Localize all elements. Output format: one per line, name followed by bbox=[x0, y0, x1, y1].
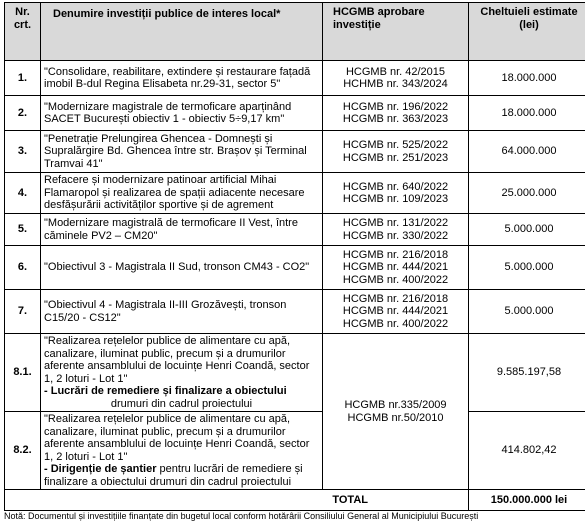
row-approval bbox=[323, 246, 469, 290]
header-name: Denumire investiții publice de interes local* bbox=[41, 3, 323, 61]
approval-line: HCGMB nr.335/2009 bbox=[326, 399, 465, 412]
table-row bbox=[5, 246, 585, 290]
row-nr: 1. bbox=[5, 61, 41, 96]
row-approval bbox=[323, 131, 469, 173]
table-header-row bbox=[5, 3, 585, 61]
row-name: "Penetrație Prelungirea Ghencea - Domnești și Supralărgire Bd. Ghencea între str. Brașov și Terminal Tramvai 41" bbox=[41, 131, 323, 173]
row-cost: 5.000.000 bbox=[469, 290, 585, 334]
header-cost: Cheltuieli estimate (lei) bbox=[469, 3, 585, 61]
approval-line: HCGMB nr. 216/2018 bbox=[326, 249, 465, 262]
approval-line: HCGMB nr. 330/2022 bbox=[326, 230, 465, 243]
approval-line: HCGMB nr. 131/2022 bbox=[326, 217, 465, 230]
row-name-text: "Realizarea rețelelor publice de alimentare cu apă, canalizare, iluminat public, precum și a drumurilor aferente ansamblului de locuințe Henri Coandă, sector 1, 2 loturi - Lot 1" bbox=[44, 413, 319, 463]
total-value: 150.000.000 lei bbox=[469, 490, 585, 511]
table-row bbox=[5, 96, 585, 131]
row-name bbox=[41, 334, 323, 412]
row-nr: 3. bbox=[5, 131, 41, 173]
approval-line: HCGMB nr. 109/2023 bbox=[326, 193, 465, 206]
row-name-tail: drumuri din cadrul proiectului bbox=[44, 398, 319, 411]
approval-line: HCGMB nr. 196/2022 bbox=[326, 101, 465, 114]
approval-line: HCGMB nr. 444/2021 bbox=[326, 305, 465, 318]
row-nr: 2. bbox=[5, 96, 41, 131]
row-approval bbox=[323, 173, 469, 214]
row-approval bbox=[323, 61, 469, 96]
row-nr: 5. bbox=[5, 214, 41, 246]
row-cost: 414.802,42 bbox=[469, 412, 585, 490]
row-approval bbox=[323, 96, 469, 131]
table-row bbox=[5, 131, 585, 173]
approval-line: HCGMB nr. 251/2023 bbox=[326, 152, 465, 165]
row-cost: 18.000.000 bbox=[469, 96, 585, 131]
row-cost: 5.000.000 bbox=[469, 214, 585, 246]
row-cost: 18.000.000 bbox=[469, 61, 585, 96]
table-row bbox=[5, 173, 585, 214]
row-name bbox=[41, 412, 323, 490]
approval-line: HCGMB nr. 42/2015 bbox=[326, 66, 465, 79]
table-row bbox=[5, 61, 585, 96]
header-approval: HCGMB aprobare investiție bbox=[323, 3, 469, 61]
row-name-bold: - Dirigenție de șantier bbox=[44, 463, 156, 475]
table-row bbox=[5, 290, 585, 334]
footnote: Notă: Documentul și investițiile finanțate din bugetul local conform hotărârii Consiliului General al Municipiului București bbox=[4, 511, 478, 521]
approval-line: HCGMB nr. 363/2023 bbox=[326, 113, 465, 126]
approval-line: HCGMB nr. 525/2022 bbox=[326, 139, 465, 152]
row-cost: 9.585.197,58 bbox=[469, 334, 585, 412]
row-name-tail: pentru lucrări de remediere și finalizare a obiectului drumuri din cadrul proiectului bbox=[44, 463, 303, 488]
table-row bbox=[5, 214, 585, 246]
row-name-text: "Realizarea rețelelor publice de alimentare cu apă, canalizare, iluminat public, precum și a drumurilor aferente ansamblului de locuințe Henri Coandă, sector 1, 2 loturi - Lot 1" bbox=[44, 335, 319, 385]
row-cost: 64.000.000 bbox=[469, 131, 585, 173]
total-row bbox=[5, 490, 585, 511]
investments-table bbox=[4, 2, 585, 511]
row-nr: 4. bbox=[5, 173, 41, 214]
row-approval bbox=[323, 290, 469, 334]
approval-line: HCGMB nr. 400/2022 bbox=[326, 274, 465, 287]
row-name: "Modernizare magistrale de termoficare aparținând SACET București obiectiv 1 - obiectiv 5÷9,17 km" bbox=[41, 96, 323, 131]
row-name: "Obiectivul 3 - Magistrala II Sud, tronson CM43 - CO2" bbox=[41, 246, 323, 290]
row-nr: 7. bbox=[5, 290, 41, 334]
header-nr: Nr. crt. bbox=[5, 3, 41, 61]
approval-line: HCGMB nr. 444/2021 bbox=[326, 261, 465, 274]
row-nr: 8.1. bbox=[5, 334, 41, 412]
row-name: "Consolidare, reabilitare, extindere și restaurare fațadă imobil B-dul Regina Elisabeta nr.29-31, sector 5" bbox=[41, 61, 323, 96]
row-approval bbox=[323, 214, 469, 246]
row-name: "Modernizare magistrală de termoficare II Vest, între căminele PV2 – CM20" bbox=[41, 214, 323, 246]
approval-line: HCGMB nr.50/2010 bbox=[326, 412, 465, 425]
approval-line: HCGMB nr. 640/2022 bbox=[326, 181, 465, 194]
table-row bbox=[5, 412, 585, 490]
approval-line: HCHMB nr. 343/2024 bbox=[326, 78, 465, 91]
total-label: TOTAL bbox=[5, 490, 469, 511]
row-name: "Obiectivul 4 - Magistrala II-III Grozăvești, tronson C15/20 - CS12" bbox=[41, 290, 323, 334]
row-cost: 25.000.000 bbox=[469, 173, 585, 214]
approval-line: HCGMB nr. 216/2018 bbox=[326, 293, 465, 306]
table-row bbox=[5, 334, 585, 412]
row-name-bold: - Lucrări de remediere și finalizare a obiectului bbox=[44, 385, 319, 398]
approval-line: HCGMB nr. 400/2022 bbox=[326, 318, 465, 331]
row-nr: 8.2. bbox=[5, 412, 41, 490]
row-nr: 6. bbox=[5, 246, 41, 290]
row-approval bbox=[323, 334, 469, 490]
row-name: Refacere și modernizare patinoar artificial Mihai Flamaropol și realizarea de spații adiacente necesare desfășurării activităților sportive și de agrement bbox=[41, 173, 323, 214]
row-cost: 5.000.000 bbox=[469, 246, 585, 290]
